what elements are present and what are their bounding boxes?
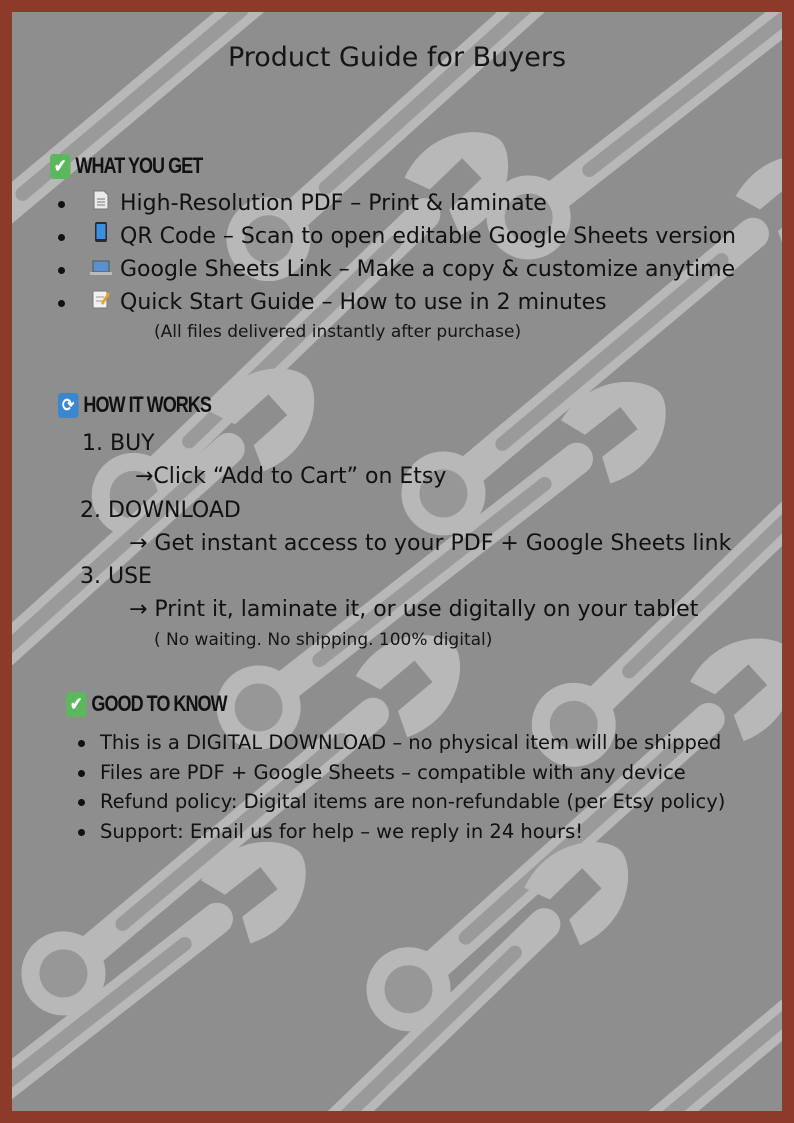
section-heading-good-to-know [66, 691, 227, 717]
memo-icon [90, 287, 112, 320]
list-item: Refund policy: Digital items are non-refundable (per Etsy policy) [76, 787, 725, 817]
step-use: 3. USE [80, 564, 152, 589]
check-mark-icon: ✔ [66, 692, 87, 717]
section-heading-what-you-get [50, 153, 202, 179]
list-item: QR Code – Scan to open editable Google Sheets version [56, 220, 736, 253]
step-download-detail: → Get instant access to your PDF + Google Sheets link [129, 531, 732, 556]
good-to-know-list [76, 728, 725, 846]
section-heading-how-it-works [58, 392, 211, 418]
list-item: Quick Start Guide – How to use in 2 minutes [56, 286, 736, 319]
what-you-get-title: WHAT YOU GET [75, 153, 203, 178]
laptop-icon [90, 254, 112, 287]
step-download: 2. DOWNLOAD [80, 498, 241, 523]
cycle-arrows-icon: ⟳ [58, 393, 79, 418]
list-item: Support: Email us for help – we reply in 24 hours! [76, 817, 725, 847]
step-buy-detail: →Click “Add to Cart” on Etsy [135, 464, 447, 489]
digital-note: ( No waiting. No shipping. 100% digital) [154, 630, 493, 650]
list-item: Files are PDF + Google Sheets – compatible with any device [76, 758, 725, 788]
guide-page [12, 12, 782, 1111]
phone-icon [90, 221, 112, 254]
what-you-get-list [56, 187, 736, 319]
delivery-note: (All files delivered instantly after purchase) [154, 322, 522, 342]
check-mark-icon: ✔ [50, 154, 71, 179]
page-title: Product Guide for Buyers [227, 42, 567, 73]
document-icon [90, 188, 112, 221]
list-item: High-Resolution PDF – Print & laminate [56, 187, 736, 220]
how-it-works-title: HOW IT WORKS [83, 392, 211, 417]
list-item: This is a DIGITAL DOWNLOAD – no physical item will be shipped [76, 728, 725, 758]
good-to-know-title: GOOD TO KNOW [91, 691, 227, 716]
step-use-detail: → Print it, laminate it, or use digitally on your tablet [129, 597, 699, 622]
step-buy: 1. BUY [82, 431, 155, 456]
list-item: Google Sheets Link – Make a copy & customize anytime [56, 253, 736, 286]
